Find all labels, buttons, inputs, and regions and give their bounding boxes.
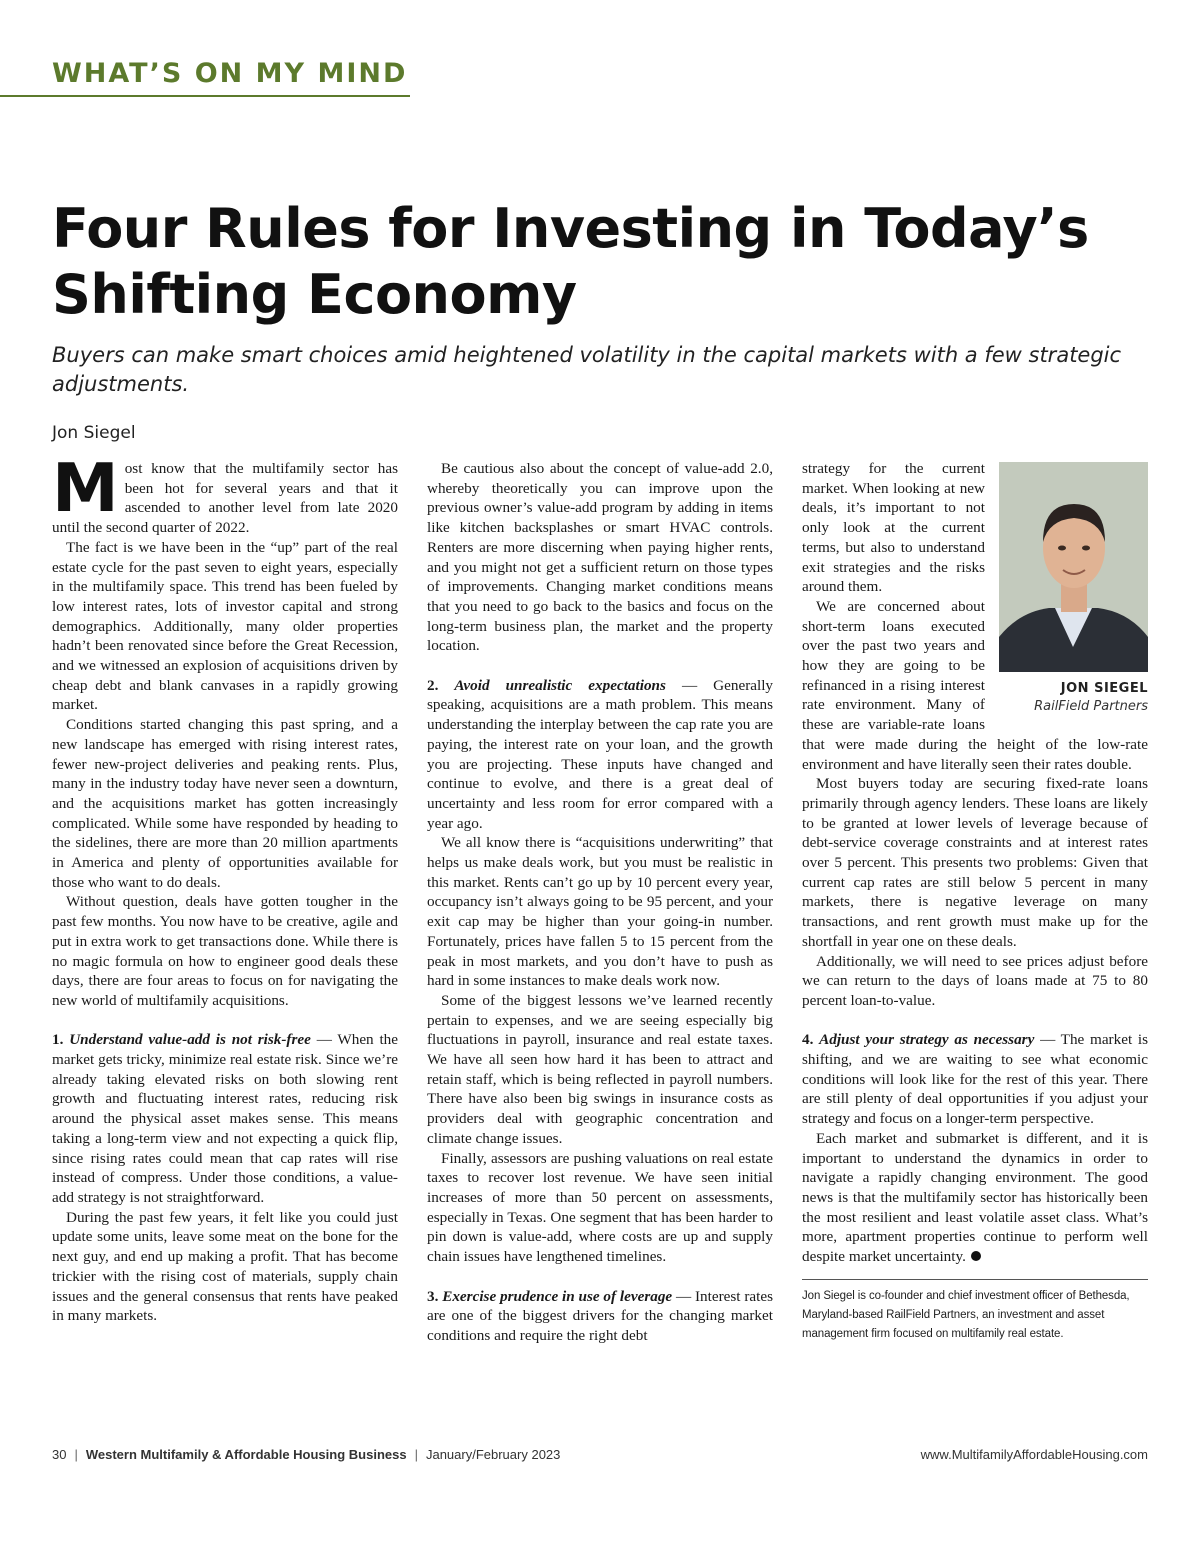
paragraph: Finally, assessors are pushing valuations on real estate taxes to recover lost revenue. We have seen initial increases of more than 50 percent on assessments, especially in Texas. One segment that has been harder to pin down is value-add, where costs are up and supply chain issues have lengthened timelines. xyxy=(427,1149,773,1266)
rule-1-heading: Understand value-add is not risk-free xyxy=(69,1031,311,1049)
rule-2-paragraph: 2. Avoid unrealistic expectations — Generally speaking, acquisitions are a math problem. This means understanding the interplay between the cap rate you are paying, the interest rate on your loan, and the growth you are projecting. These inputs have changed and continue to evolve, and there is a great deal of uncertainty and less room for error compared with a year ago. xyxy=(427,676,774,832)
issue-date: January/February 2023 xyxy=(425,1447,561,1462)
footer-left xyxy=(52,1447,560,1462)
photo-caption-name: JON SIEGEL xyxy=(1060,681,1148,696)
paragraph: We all know there is “acquisitions underwriting” that helps us make deals work, but you must be realistic in this market. Rents can’t go up by 10 percent every year, occupancy isn’t always going to be 95 percent, and your exit cap may be higher than your going-in number. Fortunately, prices have fallen 5 to 15 percent from the peak in most markets, and you don’t have to push as hard in some instances to make deals work now. xyxy=(427,834,773,990)
article-title: Four Rules for Investing in Today’s Shifting Economy xyxy=(52,197,1089,326)
website-link[interactable]: www.MultifamilyAffordableHousing.com xyxy=(920,1447,1148,1462)
rule-4-heading: Adjust your strategy as necessary xyxy=(819,1031,1035,1049)
paragraph: We are concerned about short-term loans executed over the past two years and how they are going to be refinanced in a rising interest rate environment. Many of these are variable-rate loans that were made during the height of the low-rate environment and have literally seen their rates double. xyxy=(802,597,1148,773)
rule-4-paragraph: 4. Adjust your strategy as necessary — The market is shifting, and we are waiting to see what economic conditions will look like for the rest of this year. There are still plenty of deal opportunities if you adjust your strategy and focus on a longer-term perspective. xyxy=(802,1031,1149,1128)
photo-caption-company: RailField Partners xyxy=(1034,699,1148,714)
article-column-1 xyxy=(52,449,398,1326)
paragraph: Each market and submarket is different, and it is important to understand the dynamics in order to navigate a rapidly changing environment. The good news is that the multifamily sector has historically been the most resilient and least volatile asset class. What’s more, apartment properties continue to perform well despite market uncertainty. xyxy=(802,1129,1148,1266)
page-number: 30 xyxy=(52,1447,67,1462)
rule-3-heading: Exercise prudence in use of leverage xyxy=(442,1287,673,1305)
paragraph: strategy for the current market. When looking at new deals, it’s important to not only look at the current terms, but also to understand exit strategies and the risks around them. xyxy=(802,460,985,596)
section-rule xyxy=(0,95,410,97)
paragraph: Most buyers today are securing fixed-rate loans primarily through agency lenders. These loans are likely to be granted at lower levels of leverage because of debt-service coverage constraints and at interest rates over 5 percent. This presents two problems: Given that current cap rates are still below 5 percent in many markets, there is negative leverage on many transactions, and rent growth must make up for the shortfall in year one on these deals. xyxy=(802,775,1148,950)
publication-name: Western Multifamily & Affordable Housing Business xyxy=(85,1447,407,1462)
footer-separator: | xyxy=(414,1447,418,1462)
article-column-2 xyxy=(427,459,773,1346)
rule-number: 2. xyxy=(427,676,439,694)
rule-3-paragraph: 3. Exercise prudence in use of leverage — Interest rates are one of the biggest drivers for the changing market conditions and require the right debt xyxy=(427,1287,773,1344)
rule-number: 1. xyxy=(52,1031,64,1049)
author-bio: Jon Siegel is co-founder and chief investment officer of Bethesda, Maryland-based RailField Partners, an investment and asset management firm focused on multifamily real estate. xyxy=(802,1289,1130,1340)
footer-separator: | xyxy=(74,1447,78,1462)
bio-divider xyxy=(802,1279,1148,1280)
section-label: WHAT’S ON MY MIND xyxy=(52,58,408,89)
paragraph: Most know that the multifamily sector has been hot for several years and that it ascended to another level from late 2020 until the second quarter of 2022. xyxy=(52,449,398,537)
paragraph: Conditions started changing this past spring, and a new landscape has emerged with rising interest rates, fewer new-project deliveries and peaking rents. Plus, many in the industry today have never seen a downturn, and the acquisitions market has gotten increasingly complicated. While some have responded by heading to the sidelines, there are more than 20 million apartments in America and plenty of opportunities available for those who want to do deals. xyxy=(52,716,398,891)
rule-number: 4. xyxy=(802,1031,814,1049)
paragraph: Be cautious also about the concept of value-add 2.0, whereby theoretically you can improve upon the previous owner’s value-add program by adding in items like kitchen backsplashes or smart HVAC controls. Renters are more discerning when paying higher rents, and you might not get a sufficient return on those types of improvements. Changing market conditions means that you need to go back to the basics and focus on the long-term business plan, the market and the property location. xyxy=(427,460,773,655)
rule-1-paragraph: 1. Understand value-add is not risk-free — When the market gets tricky, minimize real estate risk. Since we’re already taking elevated risks on both slowing rent growth and fluctuating interest rates, reducing risk around the physical asset makes sense. This means taking a long-term view and not expecting a quick flip, since rising rates could mean that cap rates will rise instead of compress. Under those conditions, a value-add strategy is not straightforward. xyxy=(52,1031,398,1206)
author-photo xyxy=(999,462,1148,672)
article-column-3 xyxy=(802,459,1148,1344)
paragraph: Additionally, we will need to see prices adjust before we can return to the days of loans made at 75 to 80 percent loan-to-value. xyxy=(802,952,1148,1009)
end-mark-icon xyxy=(971,1251,981,1261)
byline: Jon Siegel xyxy=(52,423,136,443)
article-deck: Buyers can make smart choices amid heightened volatility in the capital markets with a few strategic adjustments. xyxy=(52,343,1122,396)
rule-number: 3. xyxy=(427,1287,439,1305)
paragraph: Without question, deals have gotten tougher in the past few months. You now have to be creative, agile and put in extra work to get transactions done. While there is no magic formula on how to engineer good deals these days, there are four areas to focus on for navigating the new world of multifamily acquisitions. xyxy=(52,893,398,1009)
paragraph: Some of the biggest lessons we’ve learned recently pertain to expenses, and we are seeing especially big fluctuations in payroll, insurance and real estate taxes. We have all seen how hard it has been to attract and retain staff, which is being reflected in payroll numbers. There have also been big swings in insurance costs as providers deal with geographic concentration and climate change issues. xyxy=(427,991,773,1147)
author-photo-block xyxy=(999,462,1148,716)
drop-cap: M xyxy=(52,449,119,527)
paragraph: During the past few years, it felt like you could just update some units, leave some meat on the bone for the next guy, and end up making a profit. That has become trickier with the rising cost of materials, supply chain issues and the general consensus that rents have peaked in many markets. xyxy=(52,1208,398,1325)
paragraph: The fact is we have been in the “up” part of the real estate cycle for the past seven to eight years, especially in the multifamily space. This trend has been fueled by low interest rates, lots of investor capital and strong demographics. Additionally, many older properties hadn’t been renovated since before the Great Recession, and we witnessed an explosion of acquisitions driven by cheap debt and blank canvases in a rapidly growing market. xyxy=(52,538,398,714)
rule-2-heading: Avoid unrealistic expectations xyxy=(454,676,666,694)
